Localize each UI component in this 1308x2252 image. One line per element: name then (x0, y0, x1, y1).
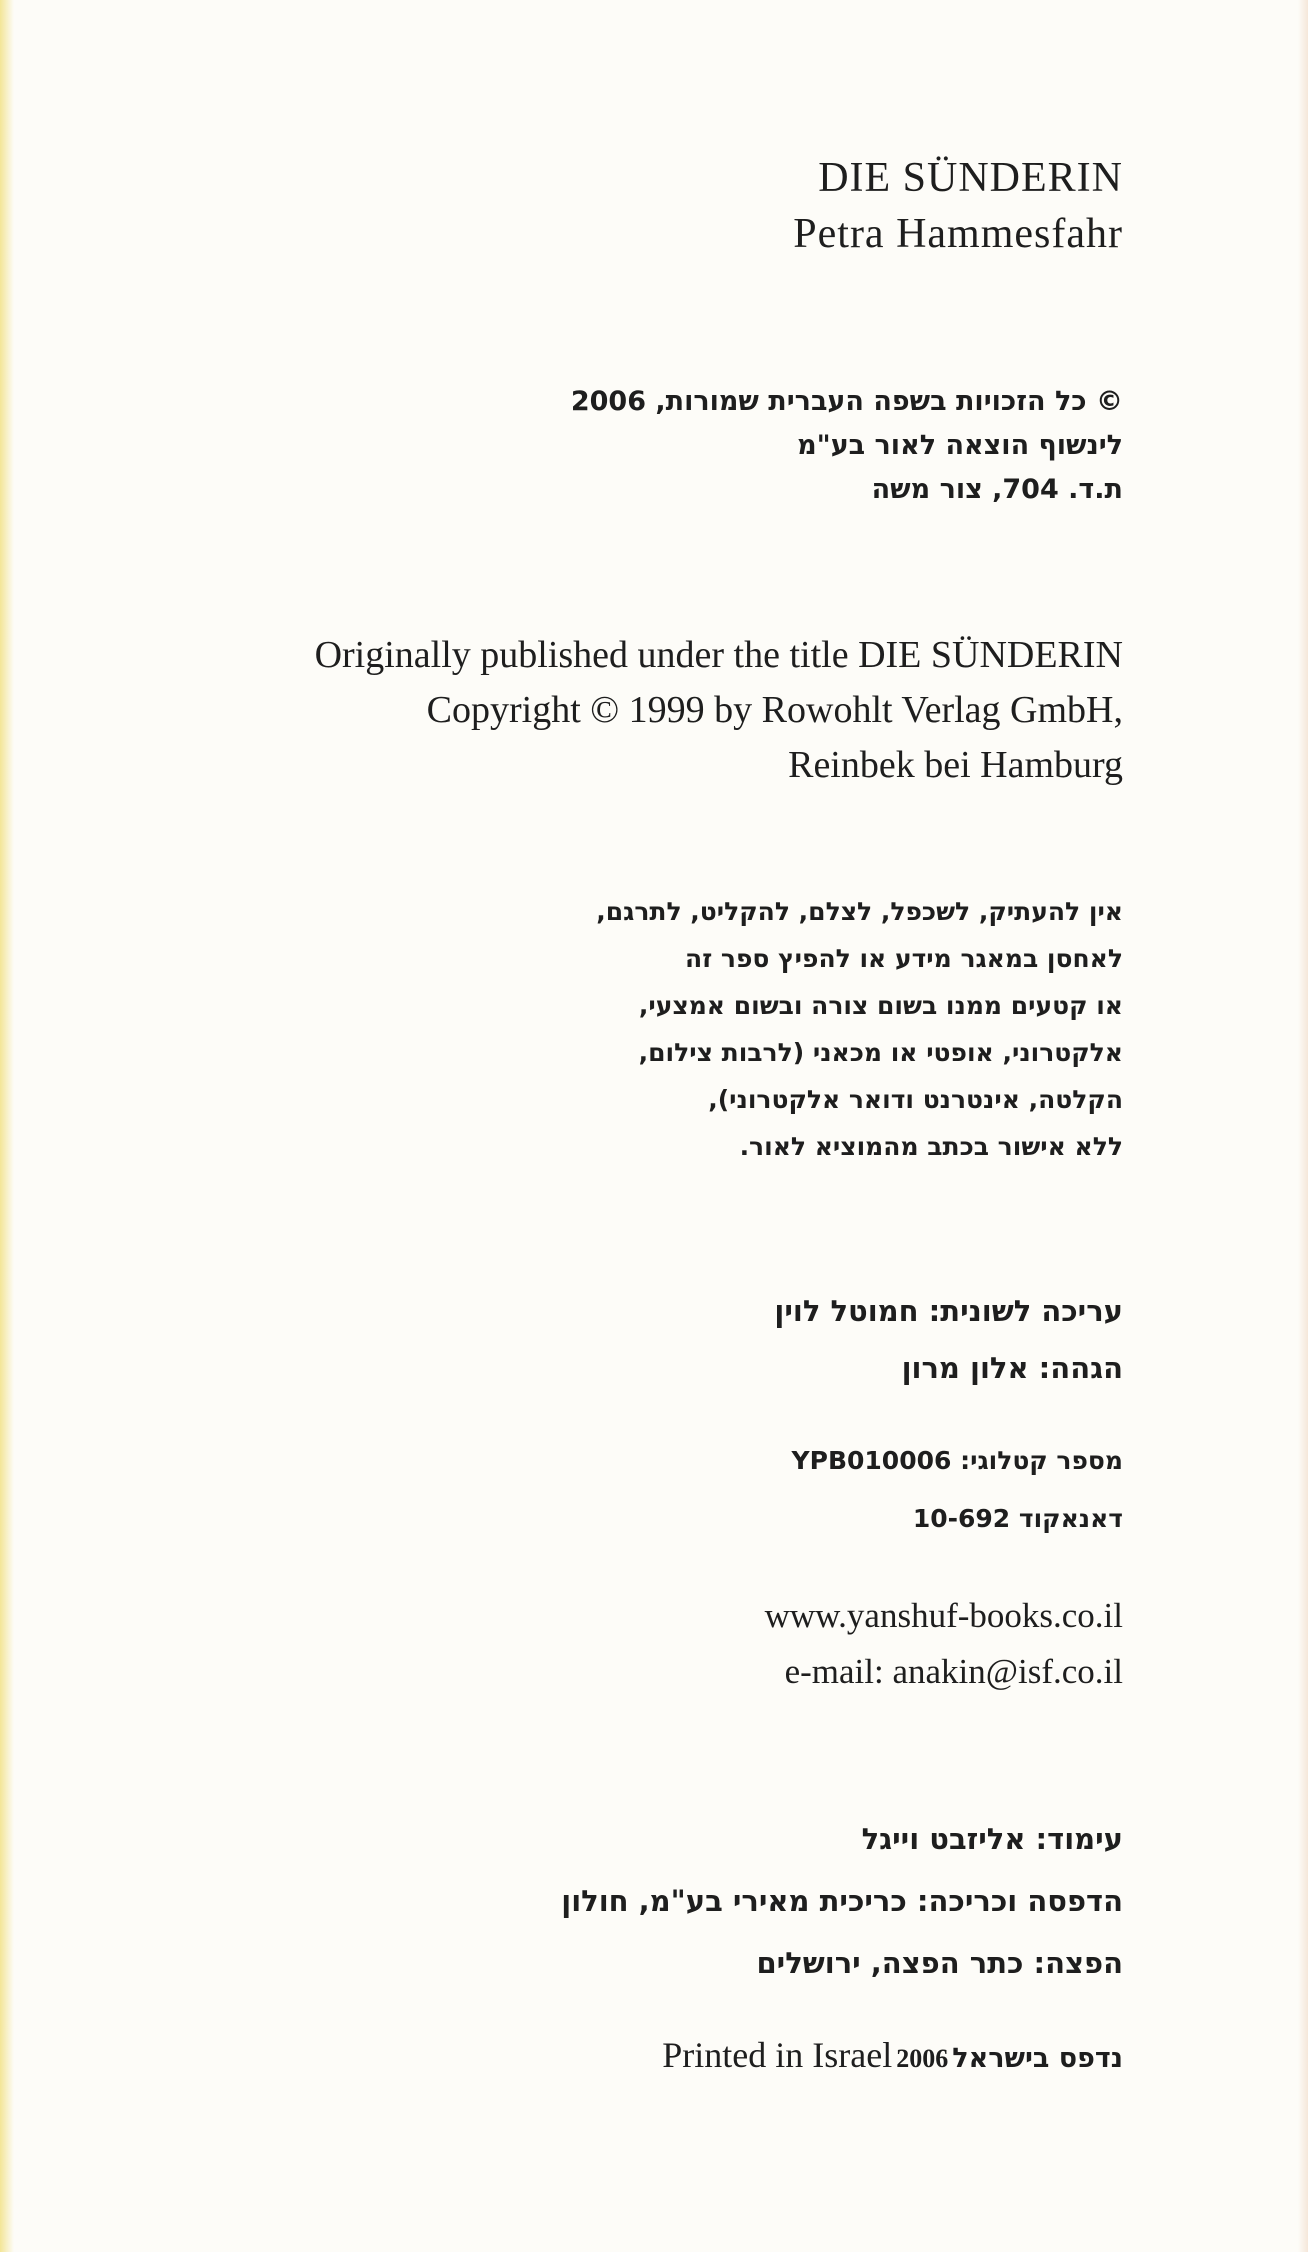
layout-credit: עימוד: אליזבט וייגל (861, 1822, 1123, 1856)
printing-credit: הדפסה וכריכה: כריכית מאירי בע"מ, חולון (561, 1884, 1123, 1918)
web-contact-block (765, 1588, 1123, 1700)
printed-year: 2006 (896, 2044, 949, 2073)
production-block (561, 1808, 1123, 1994)
rights-line: הקלטה, אינטרנט ודואר אלקטרוני), (708, 1085, 1123, 1114)
catalog-number: מספר קטלוגי: YPB010006 (791, 1446, 1123, 1475)
book-title: DIE SÜNDERIN (818, 155, 1123, 201)
page-edge-right (1298, 0, 1308, 2252)
website-link: www.yanshuf-books.co.il (764, 1596, 1123, 1635)
proofreader: הגהה: אלון מרון (901, 1351, 1123, 1385)
hebrew-copyright-block (571, 380, 1123, 512)
printed-in-english: Printed in Israel (662, 2035, 893, 2075)
original-publication-block (315, 628, 1123, 793)
rights-line: אלקטרוני, אופטי או מכאני (לרבות צילום, (638, 1038, 1123, 1067)
author-name: Petra Hammesfahr (793, 211, 1123, 257)
email-address: e-mail: anakin@isf.co.il (784, 1652, 1123, 1691)
publisher-address: ת.ד. 704, צור משה (871, 474, 1123, 505)
rights-line: או קטעים ממנו בשום צורה ובשום אמצעי, (638, 991, 1123, 1020)
original-publisher-location: Reinbek bei Hamburg (788, 744, 1123, 786)
page-edge-left (0, 0, 14, 2252)
publisher-name: לינשוף הוצאה לאור בע"מ (797, 430, 1123, 461)
original-title-line: Originally published under the title DIE SÜNDERIN (314, 634, 1123, 676)
title-block (793, 150, 1123, 262)
distribution-credit: הפצה: כתר הפצה, ירושלים (756, 1946, 1123, 1980)
catalog-block (792, 1432, 1123, 1548)
hebrew-copyright-line: © כל הזכויות בשפה העברית שמורות, 2006 (570, 386, 1123, 417)
rights-line: אין להעתיק, לשכפל, לצלם, להקליט, לתרגם, (596, 897, 1123, 926)
original-copyright-line: Copyright © 1999 by Rowohlt Verlag GmbH, (426, 689, 1123, 731)
rights-line: לאחסן במאגר מידע או להפיץ ספר זה (685, 944, 1123, 973)
printed-in-line (662, 2034, 1123, 2076)
language-editor: עריכה לשונית: חמוטל לוין (774, 1294, 1123, 1328)
rights-notice (596, 888, 1123, 1170)
danacode: דאנאקוד 10-692 (912, 1504, 1123, 1533)
editors-block (774, 1283, 1123, 1397)
rights-line: ללא אישור בכתב מהמוציא לאור. (739, 1132, 1123, 1161)
printed-in-hebrew: נדפס בישראל (952, 2043, 1123, 2074)
